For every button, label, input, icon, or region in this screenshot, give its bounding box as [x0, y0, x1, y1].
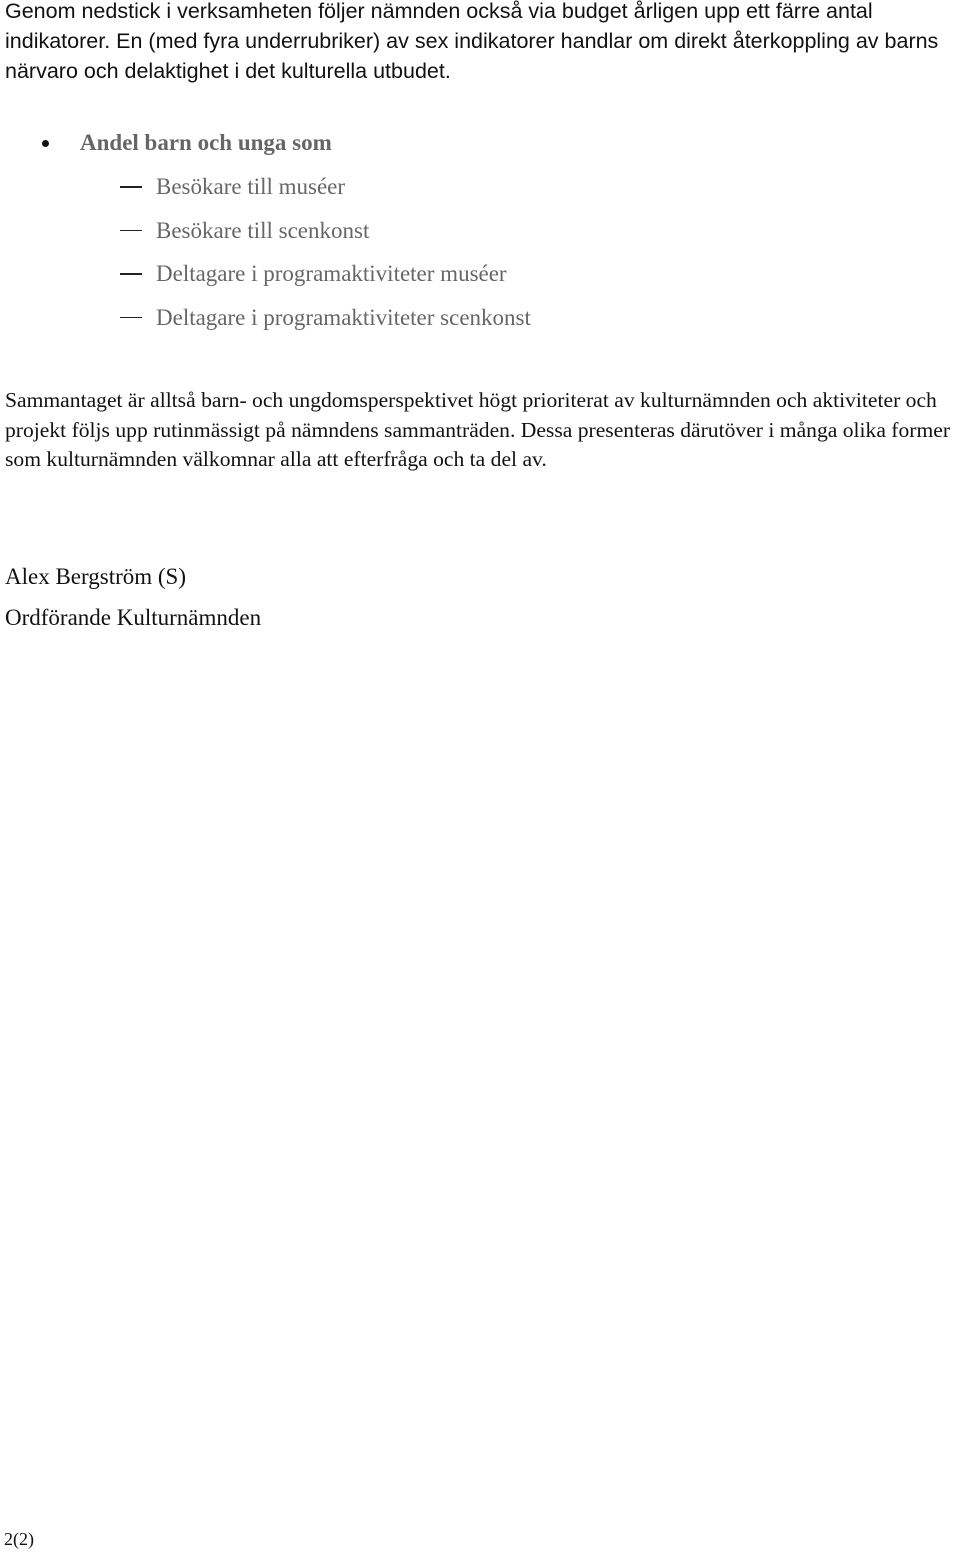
indicator-label: Andel barn och unga som	[80, 130, 332, 155]
signature-block	[5, 556, 261, 638]
indicator-sub-list	[40, 170, 920, 344]
sub-item-label: Deltagare i programaktiviteter scenkonst	[156, 304, 531, 330]
dash-icon	[120, 317, 142, 319]
sub-item-label: Besökare till muséer	[156, 174, 346, 199]
sub-item-label: Deltagare i programaktiviteter muséer	[156, 261, 507, 287]
indicator-bullet	[40, 126, 920, 162]
sub-list-item	[40, 170, 920, 214]
dash-icon	[120, 186, 142, 188]
sub-item-label: Besökare till scenkonst	[156, 217, 370, 243]
summary-paragraph: Sammantaget är alltså barn- och ungdomsperspektivet högt prioriterat av kulturnämnden och aktiviteter och projekt följs upp rutinmässigt på nämndens sammanträden. Dessa presenteras därutöver i många olika former som kulturnämnden välkomnar alla att efterfråga och ta del av.	[5, 388, 951, 471]
sub-list-item	[40, 214, 920, 258]
bullet-dot-icon	[42, 140, 49, 147]
sub-list-item	[40, 257, 920, 301]
page-number: 2(2)	[4, 1529, 34, 1549]
intro-paragraph: Genom nedstick i verksamheten följer nämnden också via budget årligen upp ett färre antal indikatorer. En (med fyra underrubriker) av sex indikatorer handlar om direkt återkoppling av barns närvaro och delaktighet i det kulturella utbudet.	[5, 0, 939, 83]
indicator-list	[40, 126, 920, 344]
signatory-name: Alex Bergström (S)	[5, 564, 187, 589]
dash-icon	[120, 230, 142, 232]
dash-icon	[120, 273, 142, 275]
sub-list-item	[40, 301, 920, 345]
signatory-title: Ordförande Kulturnämnden	[5, 605, 262, 630]
